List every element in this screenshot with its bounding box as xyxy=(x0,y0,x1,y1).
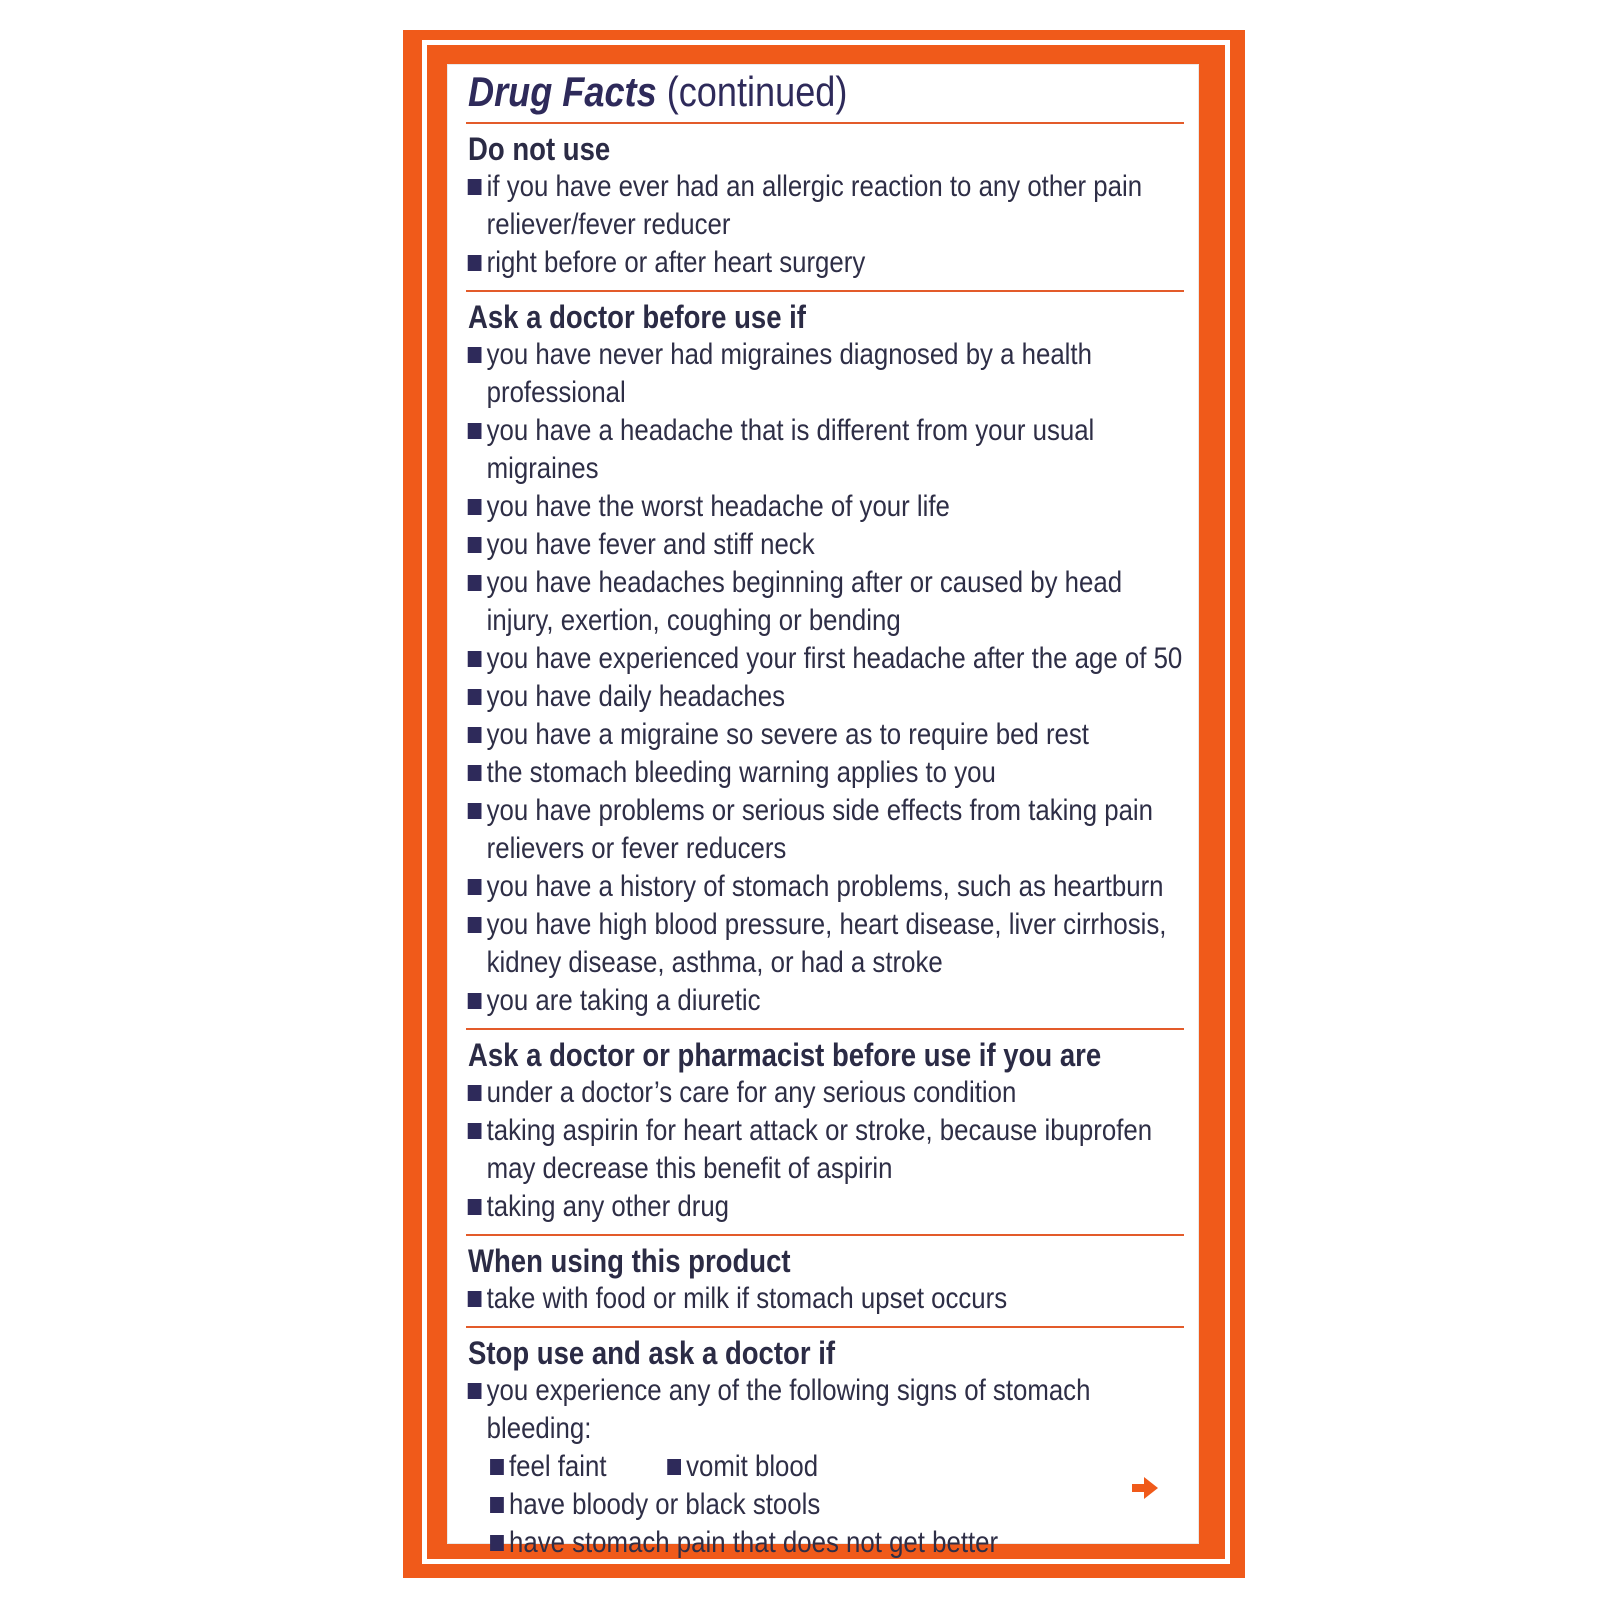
sub-list-item: have bloody or black stools xyxy=(466,1486,1184,1524)
list-item: you experience any of the following signs of stomach bleeding: xyxy=(466,1372,1184,1448)
section-ask-doctor-pharmacist xyxy=(466,1030,1188,1234)
square-bullet-icon xyxy=(490,1497,504,1513)
list-item: you have high blood pressure, heart disease, liver cirrhosis, kidney disease, asthma, or had a stroke xyxy=(466,906,1184,982)
sub-list-item: have stomach pain that does not get better xyxy=(466,1524,1184,1562)
section-title: When using this product xyxy=(468,1243,791,1279)
square-bullet-icon xyxy=(468,765,482,781)
sub-list-item: vomit blood xyxy=(666,1448,819,1486)
square-bullet-icon xyxy=(468,1085,482,1101)
square-bullet-icon xyxy=(468,499,482,515)
square-bullet-icon xyxy=(490,1535,504,1551)
list-item: you have experienced your first headache after the age of 50 xyxy=(466,640,1184,678)
section-stop-use xyxy=(466,1328,1188,1570)
section-ask-doctor xyxy=(466,292,1188,1028)
square-bullet-icon xyxy=(468,917,482,933)
sub-item-row xyxy=(466,1448,1184,1486)
title-continued: (continued) xyxy=(666,68,848,115)
arrow-right-icon xyxy=(1130,1474,1160,1502)
square-bullet-icon xyxy=(468,1123,482,1139)
section-title: Ask a doctor or pharmacist before use if you are xyxy=(468,1037,1102,1073)
list-item: right before or after heart surgery xyxy=(466,244,1184,282)
list-item: you have a migraine so severe as to require bed rest xyxy=(466,716,1184,754)
square-bullet-icon xyxy=(490,1459,504,1475)
list-item: you have the worst headache of your life xyxy=(466,488,1184,526)
list-item: you have never had migraines diagnosed by a health professional xyxy=(466,336,1184,412)
list-item: take with food or milk if stomach upset occurs xyxy=(466,1280,1184,1318)
section-when-using xyxy=(466,1236,1188,1326)
list-item: you have daily headaches xyxy=(466,678,1184,716)
square-bullet-icon xyxy=(468,803,482,819)
list-item: you have problems or serious side effects from taking pain relievers or fever reducers xyxy=(466,792,1184,868)
list-item: you have headaches beginning after or caused by head injury, exertion, coughing or bending xyxy=(466,564,1184,640)
square-bullet-icon xyxy=(468,1383,482,1399)
list-item: you have a history of stomach problems, such as heartburn xyxy=(466,868,1184,906)
list-item: you are taking a diuretic xyxy=(466,982,1184,1020)
square-bullet-icon xyxy=(468,179,482,195)
section-title: Stop use and ask a doctor if xyxy=(468,1335,836,1371)
section-title: Ask a doctor before use if xyxy=(468,299,806,335)
square-bullet-icon xyxy=(468,879,482,895)
square-bullet-icon xyxy=(468,993,482,1009)
section-do-not-use xyxy=(466,124,1188,290)
list-item: under a doctor’s care for any serious condition xyxy=(466,1074,1184,1112)
square-bullet-icon xyxy=(667,1459,681,1475)
list-item: you have fever and stiff neck xyxy=(466,526,1184,564)
square-bullet-icon xyxy=(468,423,482,439)
sub-list-item: feel faint xyxy=(488,1448,606,1486)
section-title: Do not use xyxy=(468,131,611,167)
list-item: the stomach bleeding warning applies to you xyxy=(466,754,1184,792)
page-title xyxy=(468,68,1087,116)
square-bullet-icon xyxy=(468,575,482,591)
drug-facts-panel xyxy=(466,68,1188,1559)
square-bullet-icon xyxy=(468,1291,482,1307)
list-item: if you have ever had an allergic reaction to any other pain reliever/fever reducer xyxy=(466,168,1184,244)
square-bullet-icon xyxy=(468,689,482,705)
title-strong: Drug Facts xyxy=(468,68,657,115)
square-bullet-icon xyxy=(468,537,482,553)
list-item: you have a headache that is different from your usual migraines xyxy=(466,412,1184,488)
square-bullet-icon xyxy=(468,347,482,363)
square-bullet-icon xyxy=(468,1199,482,1215)
square-bullet-icon xyxy=(468,255,482,271)
square-bullet-icon xyxy=(468,727,482,743)
list-item: taking any other drug xyxy=(466,1188,1184,1226)
square-bullet-icon xyxy=(468,651,482,667)
list-item: taking aspirin for heart attack or stroke, because ibuprofen may decrease this benefit of aspirin xyxy=(466,1112,1184,1188)
